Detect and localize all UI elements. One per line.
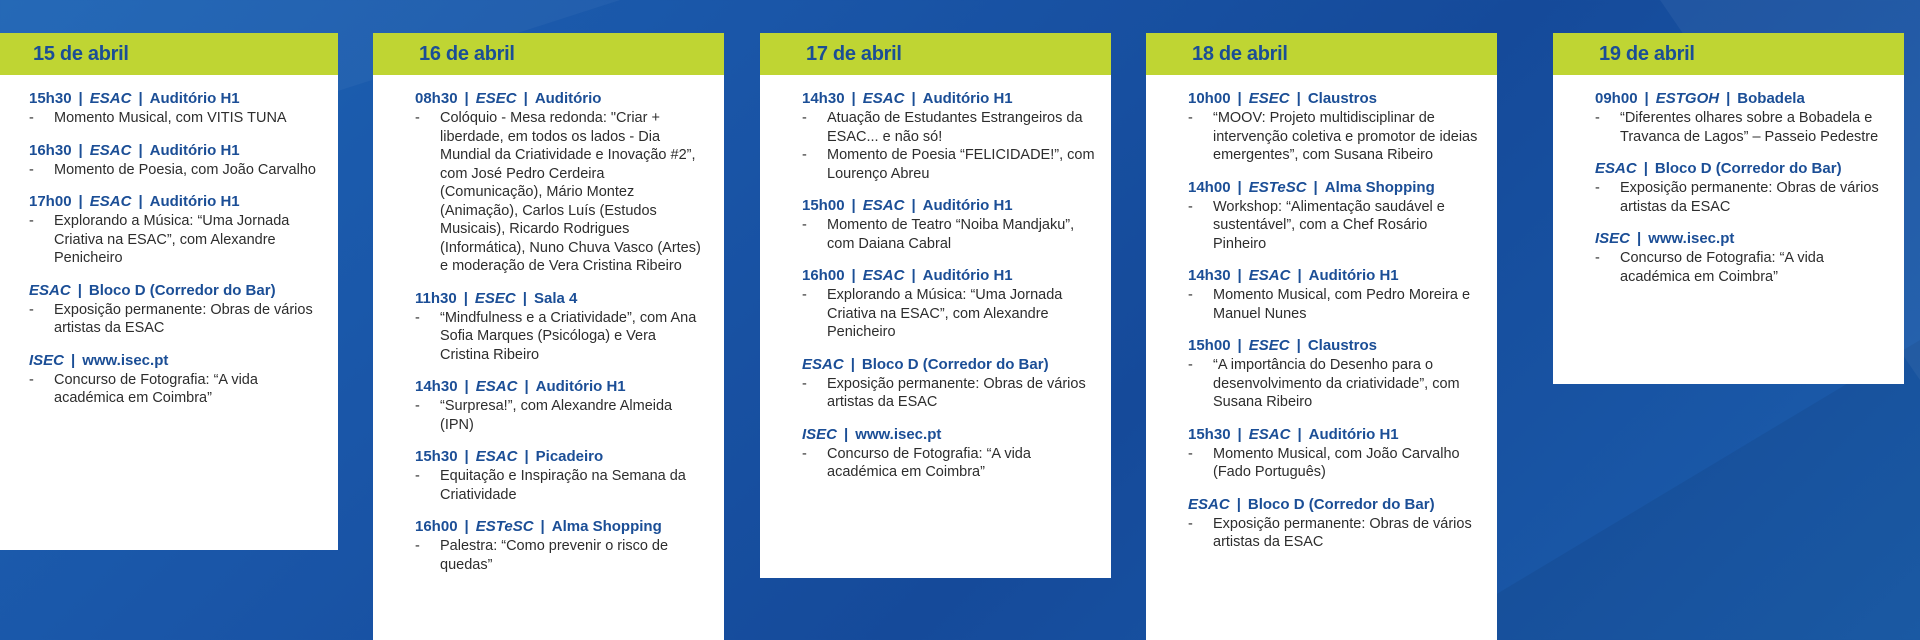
event-description — [29, 212, 322, 268]
event-heading — [802, 89, 1095, 109]
event-heading — [1188, 89, 1481, 109]
event-heading — [802, 355, 1095, 375]
separator: | — [1297, 267, 1302, 284]
event-heading — [29, 141, 322, 161]
event-time: 14h30 — [802, 90, 845, 107]
event-location: Auditório H1 — [922, 90, 1013, 107]
event-organizer: ESEC — [474, 289, 516, 307]
bullet-dash: - — [29, 213, 34, 229]
day-header — [1553, 33, 1904, 75]
event-location: Auditório H1 — [922, 267, 1013, 284]
separator: | — [851, 197, 856, 214]
bullet-dash: - — [415, 538, 420, 554]
event-entry — [1595, 229, 1888, 286]
event-heading — [1188, 266, 1481, 286]
event-description — [415, 109, 708, 276]
separator: | — [524, 448, 529, 465]
bullet-dash: - — [1188, 198, 1193, 215]
separator: | — [524, 378, 529, 395]
event-organizer: ESAC — [1595, 160, 1637, 177]
day-events — [1553, 75, 1904, 286]
event-description-text: Explorando a Música: “Uma Jornada Criativa na ESAC”, com Alexandre Penicheiro — [54, 213, 290, 266]
event-entry — [1188, 495, 1481, 552]
event-location: Sala 4 — [533, 289, 578, 307]
day-header — [0, 33, 338, 75]
event-description-text: Atuação de Estudantes Estrangeiros da ESAC... e não só! — [827, 110, 1083, 145]
event-description-text: Concurso de Fotografia: “A vida académica em Coimbra” — [1620, 250, 1824, 285]
bullet-dash: - — [1188, 445, 1193, 462]
event-entry — [415, 89, 708, 276]
event-heading — [1595, 229, 1888, 249]
event-heading — [1188, 336, 1481, 356]
event-description-text: “A importância do Desenho para o desenvolvimento da criatividade”, com Susana Ribeiro — [1213, 357, 1460, 410]
bullet-dash: - — [1188, 357, 1193, 373]
bullet-dash: - — [1188, 110, 1193, 126]
event-entry — [415, 517, 708, 574]
event-organizer: ESAC — [802, 355, 844, 373]
separator: | — [523, 90, 528, 107]
event-heading — [29, 281, 322, 301]
event-organizer: ESAC — [862, 267, 905, 284]
event-description — [29, 161, 322, 180]
event-description — [1188, 109, 1481, 165]
separator: | — [1237, 267, 1242, 284]
event-organizer: ISEC — [29, 351, 65, 369]
separator: | — [464, 448, 469, 465]
separator: | — [1637, 230, 1642, 247]
event-description-text: Exposição permanente: Obras de vários artistas da ESAC — [1620, 180, 1879, 215]
event-description — [415, 309, 708, 365]
event-entry — [29, 351, 322, 408]
separator: | — [540, 518, 545, 535]
event-description — [802, 286, 1095, 342]
event-description — [802, 146, 1095, 183]
day-header — [373, 33, 724, 75]
event-description — [1595, 249, 1888, 286]
separator: | — [71, 351, 76, 369]
event-time: 17h00 — [29, 193, 72, 210]
event-entry — [1188, 336, 1481, 412]
event-heading — [1595, 89, 1888, 109]
day-card — [373, 33, 724, 640]
event-location: Auditório H1 — [535, 378, 626, 395]
bullet-dash: - — [415, 309, 420, 326]
event-organizer: ESAC — [475, 378, 518, 395]
event-time: 10h00 — [1188, 90, 1231, 107]
separator: | — [1643, 160, 1648, 177]
day-card — [0, 33, 338, 550]
event-location: Alma Shopping — [551, 518, 662, 535]
event-location: Claustros — [1307, 90, 1377, 107]
separator: | — [138, 193, 143, 210]
event-entry — [29, 89, 322, 128]
event-organizer: ESAC — [1248, 267, 1291, 284]
event-organizer: ESAC — [89, 193, 132, 210]
bullet-dash: - — [415, 398, 420, 414]
bullet-dash: - — [415, 110, 420, 126]
bullet-dash: - — [802, 110, 807, 126]
separator: | — [1236, 495, 1241, 513]
bullet-dash: - — [29, 110, 34, 126]
day-events — [760, 75, 1111, 482]
separator: | — [463, 289, 468, 307]
event-location: Bloco D (Corredor do Bar) — [88, 281, 276, 299]
event-description — [1188, 356, 1481, 412]
event-website-link[interactable]: www.isec.pt — [1648, 230, 1735, 247]
event-time: 15h30 — [1188, 425, 1231, 443]
separator: | — [464, 518, 469, 535]
separator: | — [138, 90, 143, 107]
separator: | — [1237, 337, 1242, 354]
bullet-dash: - — [415, 468, 420, 484]
event-entry — [802, 355, 1095, 412]
event-heading — [1188, 178, 1481, 198]
separator: | — [1237, 90, 1242, 107]
event-time: 16h00 — [802, 267, 845, 284]
event-entry — [415, 447, 708, 504]
bullet-dash: - — [802, 375, 807, 392]
event-entry — [802, 196, 1095, 253]
event-location: Alma Shopping — [1324, 178, 1435, 196]
event-heading — [415, 517, 708, 537]
day-date: 18 de abril — [1192, 42, 1288, 65]
event-website-link[interactable]: www.isec.pt — [855, 425, 942, 443]
event-description-text: Exposição permanente: Obras de vários artistas da ESAC — [1213, 515, 1472, 550]
event-description-text: “Diferentes olhares sobre a Bobadela e Travanca de Lagos” – Passeio Pedestre — [1620, 110, 1879, 145]
event-description-text: Colóquio - Mesa redonda: "Criar + liberdade, em todos os lados - Dia Mundial da Criatividade e Inovação #2”, com José Pedro Cerdeira (Comunicação), Mário Montez (Animação), Carlos Luís (Estudos Musicais), Ricardo Rodrigues (Informática), Nuno Chuva Vasco (Artes) e moderação de Vera Cristina Ribeiro — [440, 110, 701, 274]
event-description — [29, 371, 322, 408]
separator: | — [1644, 90, 1649, 107]
separator: | — [78, 141, 83, 159]
event-description — [802, 445, 1095, 482]
bullet-dash: - — [802, 287, 807, 303]
event-organizer: ESAC — [1188, 495, 1230, 513]
event-location: Claustros — [1307, 337, 1377, 354]
event-entry — [1188, 266, 1481, 323]
event-description-text: Concurso de Fotografia: “A vida académica em Coimbra” — [54, 371, 258, 406]
event-time: 09h00 — [1595, 90, 1638, 107]
event-description-text: “Surpresa!”, com Alexandre Almeida (IPN) — [440, 398, 673, 433]
event-description-text: Momento Musical, com Pedro Moreira e Manuel Nunes — [1213, 287, 1471, 322]
day-card — [760, 33, 1111, 578]
event-description-text: Palestra: “Como prevenir o risco de quedas” — [440, 538, 669, 573]
separator: | — [1296, 337, 1301, 354]
event-entry — [802, 266, 1095, 342]
separator: | — [1726, 90, 1731, 107]
separator: | — [1237, 178, 1242, 196]
separator: | — [911, 197, 916, 214]
event-heading — [1595, 159, 1888, 179]
separator: | — [78, 193, 83, 210]
event-organizer: ESEC — [1248, 337, 1290, 354]
event-organizer: ESEC — [475, 90, 517, 107]
event-description — [1188, 286, 1481, 323]
separator: | — [1296, 90, 1301, 107]
event-description — [29, 109, 322, 128]
day-date: 19 de abril — [1599, 42, 1695, 65]
event-location: Picadeiro — [535, 448, 604, 465]
event-location: Auditório — [534, 90, 602, 107]
event-location: Auditório H1 — [922, 197, 1013, 214]
event-description — [1188, 515, 1481, 552]
separator: | — [1313, 178, 1318, 196]
event-entry — [802, 425, 1095, 482]
bullet-dash: - — [802, 445, 807, 462]
event-entry — [1188, 425, 1481, 482]
event-description-text: Momento Musical, com VITIS TUNA — [54, 110, 287, 126]
event-organizer: ESAC — [475, 448, 518, 465]
event-organizer: ESAC — [862, 197, 905, 214]
separator: | — [911, 267, 916, 284]
event-heading — [802, 425, 1095, 445]
event-organizer: ISEC — [802, 425, 838, 443]
event-description — [1188, 445, 1481, 482]
separator: | — [1237, 425, 1242, 443]
event-organizer: ESEC — [1248, 90, 1290, 107]
bullet-dash: - — [1595, 250, 1600, 266]
event-organizer: ESAC — [89, 90, 132, 107]
event-description — [802, 109, 1095, 146]
event-heading — [415, 89, 708, 109]
event-location: Bobadela — [1737, 90, 1805, 107]
event-time: 14h30 — [1188, 267, 1231, 284]
bullet-dash: - — [29, 161, 34, 178]
event-description — [1595, 109, 1888, 146]
separator: | — [851, 267, 856, 284]
day-date: 16 de abril — [419, 42, 515, 65]
event-organizer: ESAC — [89, 141, 132, 159]
day-events — [1146, 75, 1497, 552]
event-description-text: Workshop: “Alimentação saudável e sustentável”, com a Chef Rosário Pinheiro — [1213, 198, 1445, 252]
day-card — [1146, 33, 1497, 640]
event-description — [802, 216, 1095, 253]
event-heading — [29, 351, 322, 371]
event-time: 08h30 — [415, 90, 458, 107]
day-date: 17 de abril — [806, 42, 902, 65]
event-description-text: “Mindfulness e a Criatividade”, com Ana Sofia Marques (Psicóloga) e Vera Cristina Ribeiro — [440, 309, 697, 363]
bullet-dash: - — [802, 147, 807, 163]
event-organizer: ESTeSC — [475, 518, 534, 535]
event-entry — [1188, 178, 1481, 254]
day-events — [0, 75, 338, 408]
event-location: Bloco D (Corredor do Bar) — [1654, 160, 1842, 177]
day-date: 15 de abril — [33, 42, 129, 65]
event-entry — [29, 141, 322, 180]
event-entry — [1188, 89, 1481, 165]
separator: | — [77, 281, 82, 299]
event-entry — [802, 89, 1095, 183]
event-website-link[interactable]: www.isec.pt — [82, 351, 169, 369]
separator: | — [851, 90, 856, 107]
event-entry — [1595, 89, 1888, 146]
event-entry — [1595, 159, 1888, 216]
event-organizer: ESAC — [862, 90, 905, 107]
event-description — [415, 537, 708, 574]
separator: | — [138, 141, 143, 159]
day-header — [760, 33, 1111, 75]
event-time: 15h00 — [802, 197, 845, 214]
event-description-text: Momento de Poesia, com João Carvalho — [54, 161, 316, 178]
event-entry — [415, 377, 708, 434]
event-organizer: ISEC — [1595, 230, 1631, 247]
event-heading — [29, 89, 322, 109]
event-location: Bloco D (Corredor do Bar) — [861, 355, 1049, 373]
event-time: 15h30 — [29, 90, 72, 107]
day-events — [373, 75, 724, 574]
event-time: 16h30 — [29, 141, 72, 159]
event-description — [1188, 198, 1481, 254]
event-time: 15h30 — [415, 448, 458, 465]
separator: | — [522, 289, 527, 307]
event-location: Auditório H1 — [1308, 425, 1399, 443]
separator: | — [78, 90, 83, 107]
event-entry — [29, 281, 322, 338]
event-description-text: Exposição permanente: Obras de vários artistas da ESAC — [54, 301, 313, 336]
event-location: Bloco D (Corredor do Bar) — [1247, 495, 1435, 513]
event-description-text: Equitação e Inspiração na Semana da Criatividade — [440, 468, 686, 503]
separator: | — [1297, 425, 1302, 443]
event-heading — [802, 196, 1095, 216]
event-description — [802, 375, 1095, 412]
event-organizer: ESTeSC — [1248, 178, 1307, 196]
event-time: 14h00 — [1188, 178, 1231, 196]
event-description-text: “MOOV: Projeto multidisciplinar de intervenção coletiva e promotor de ideias emergentes”, com Susana Ribeiro — [1213, 110, 1478, 163]
event-description-text: Exposição permanente: Obras de vários artistas da ESAC — [827, 375, 1086, 410]
event-description — [415, 467, 708, 504]
day-card — [1553, 33, 1904, 384]
separator: | — [464, 90, 469, 107]
bullet-dash: - — [1188, 287, 1193, 303]
event-description-text: Momento de Poesia “FELICIDADE!”, com Lourenço Abreu — [827, 147, 1095, 182]
event-description — [1595, 179, 1888, 216]
bullet-dash: - — [1595, 180, 1600, 196]
separator: | — [844, 425, 849, 443]
separator: | — [911, 90, 916, 107]
event-organizer: ESTGOH — [1655, 90, 1720, 107]
event-location: Auditório H1 — [149, 90, 240, 107]
event-time: 16h00 — [415, 518, 458, 535]
event-heading — [29, 192, 322, 212]
event-heading — [1188, 425, 1481, 445]
separator: | — [850, 355, 855, 373]
event-heading — [802, 266, 1095, 286]
event-description-text: Momento Musical, com João Carvalho (Fado Português) — [1213, 445, 1460, 480]
bullet-dash: - — [29, 371, 34, 388]
event-heading — [1188, 495, 1481, 515]
event-heading — [415, 377, 708, 397]
event-description-text: Concurso de Fotografia: “A vida académica em Coimbra” — [827, 445, 1031, 480]
event-description-text: Explorando a Música: “Uma Jornada Criativa na ESAC”, com Alexandre Penicheiro — [827, 287, 1063, 340]
event-heading — [415, 447, 708, 467]
event-time: 14h30 — [415, 378, 458, 395]
event-location: Auditório H1 — [1308, 267, 1399, 284]
event-location: Auditório H1 — [149, 193, 240, 210]
bullet-dash: - — [1188, 515, 1193, 532]
event-time: 11h30 — [415, 289, 457, 307]
bullet-dash: - — [1595, 110, 1600, 126]
separator: | — [464, 378, 469, 395]
event-heading — [415, 289, 708, 309]
event-description — [415, 397, 708, 434]
bullet-dash: - — [802, 217, 807, 233]
event-description-text: Momento de Teatro “Noiba Mandjaku”, com Daiana Cabral — [827, 217, 1075, 252]
event-organizer: ESAC — [29, 281, 71, 299]
bullet-dash: - — [29, 301, 34, 318]
event-entry — [415, 289, 708, 365]
event-organizer: ESAC — [1248, 425, 1291, 443]
day-header — [1146, 33, 1497, 75]
event-entry — [29, 192, 322, 268]
event-description — [29, 301, 322, 338]
event-location: Auditório H1 — [149, 141, 240, 159]
event-time: 15h00 — [1188, 337, 1231, 354]
